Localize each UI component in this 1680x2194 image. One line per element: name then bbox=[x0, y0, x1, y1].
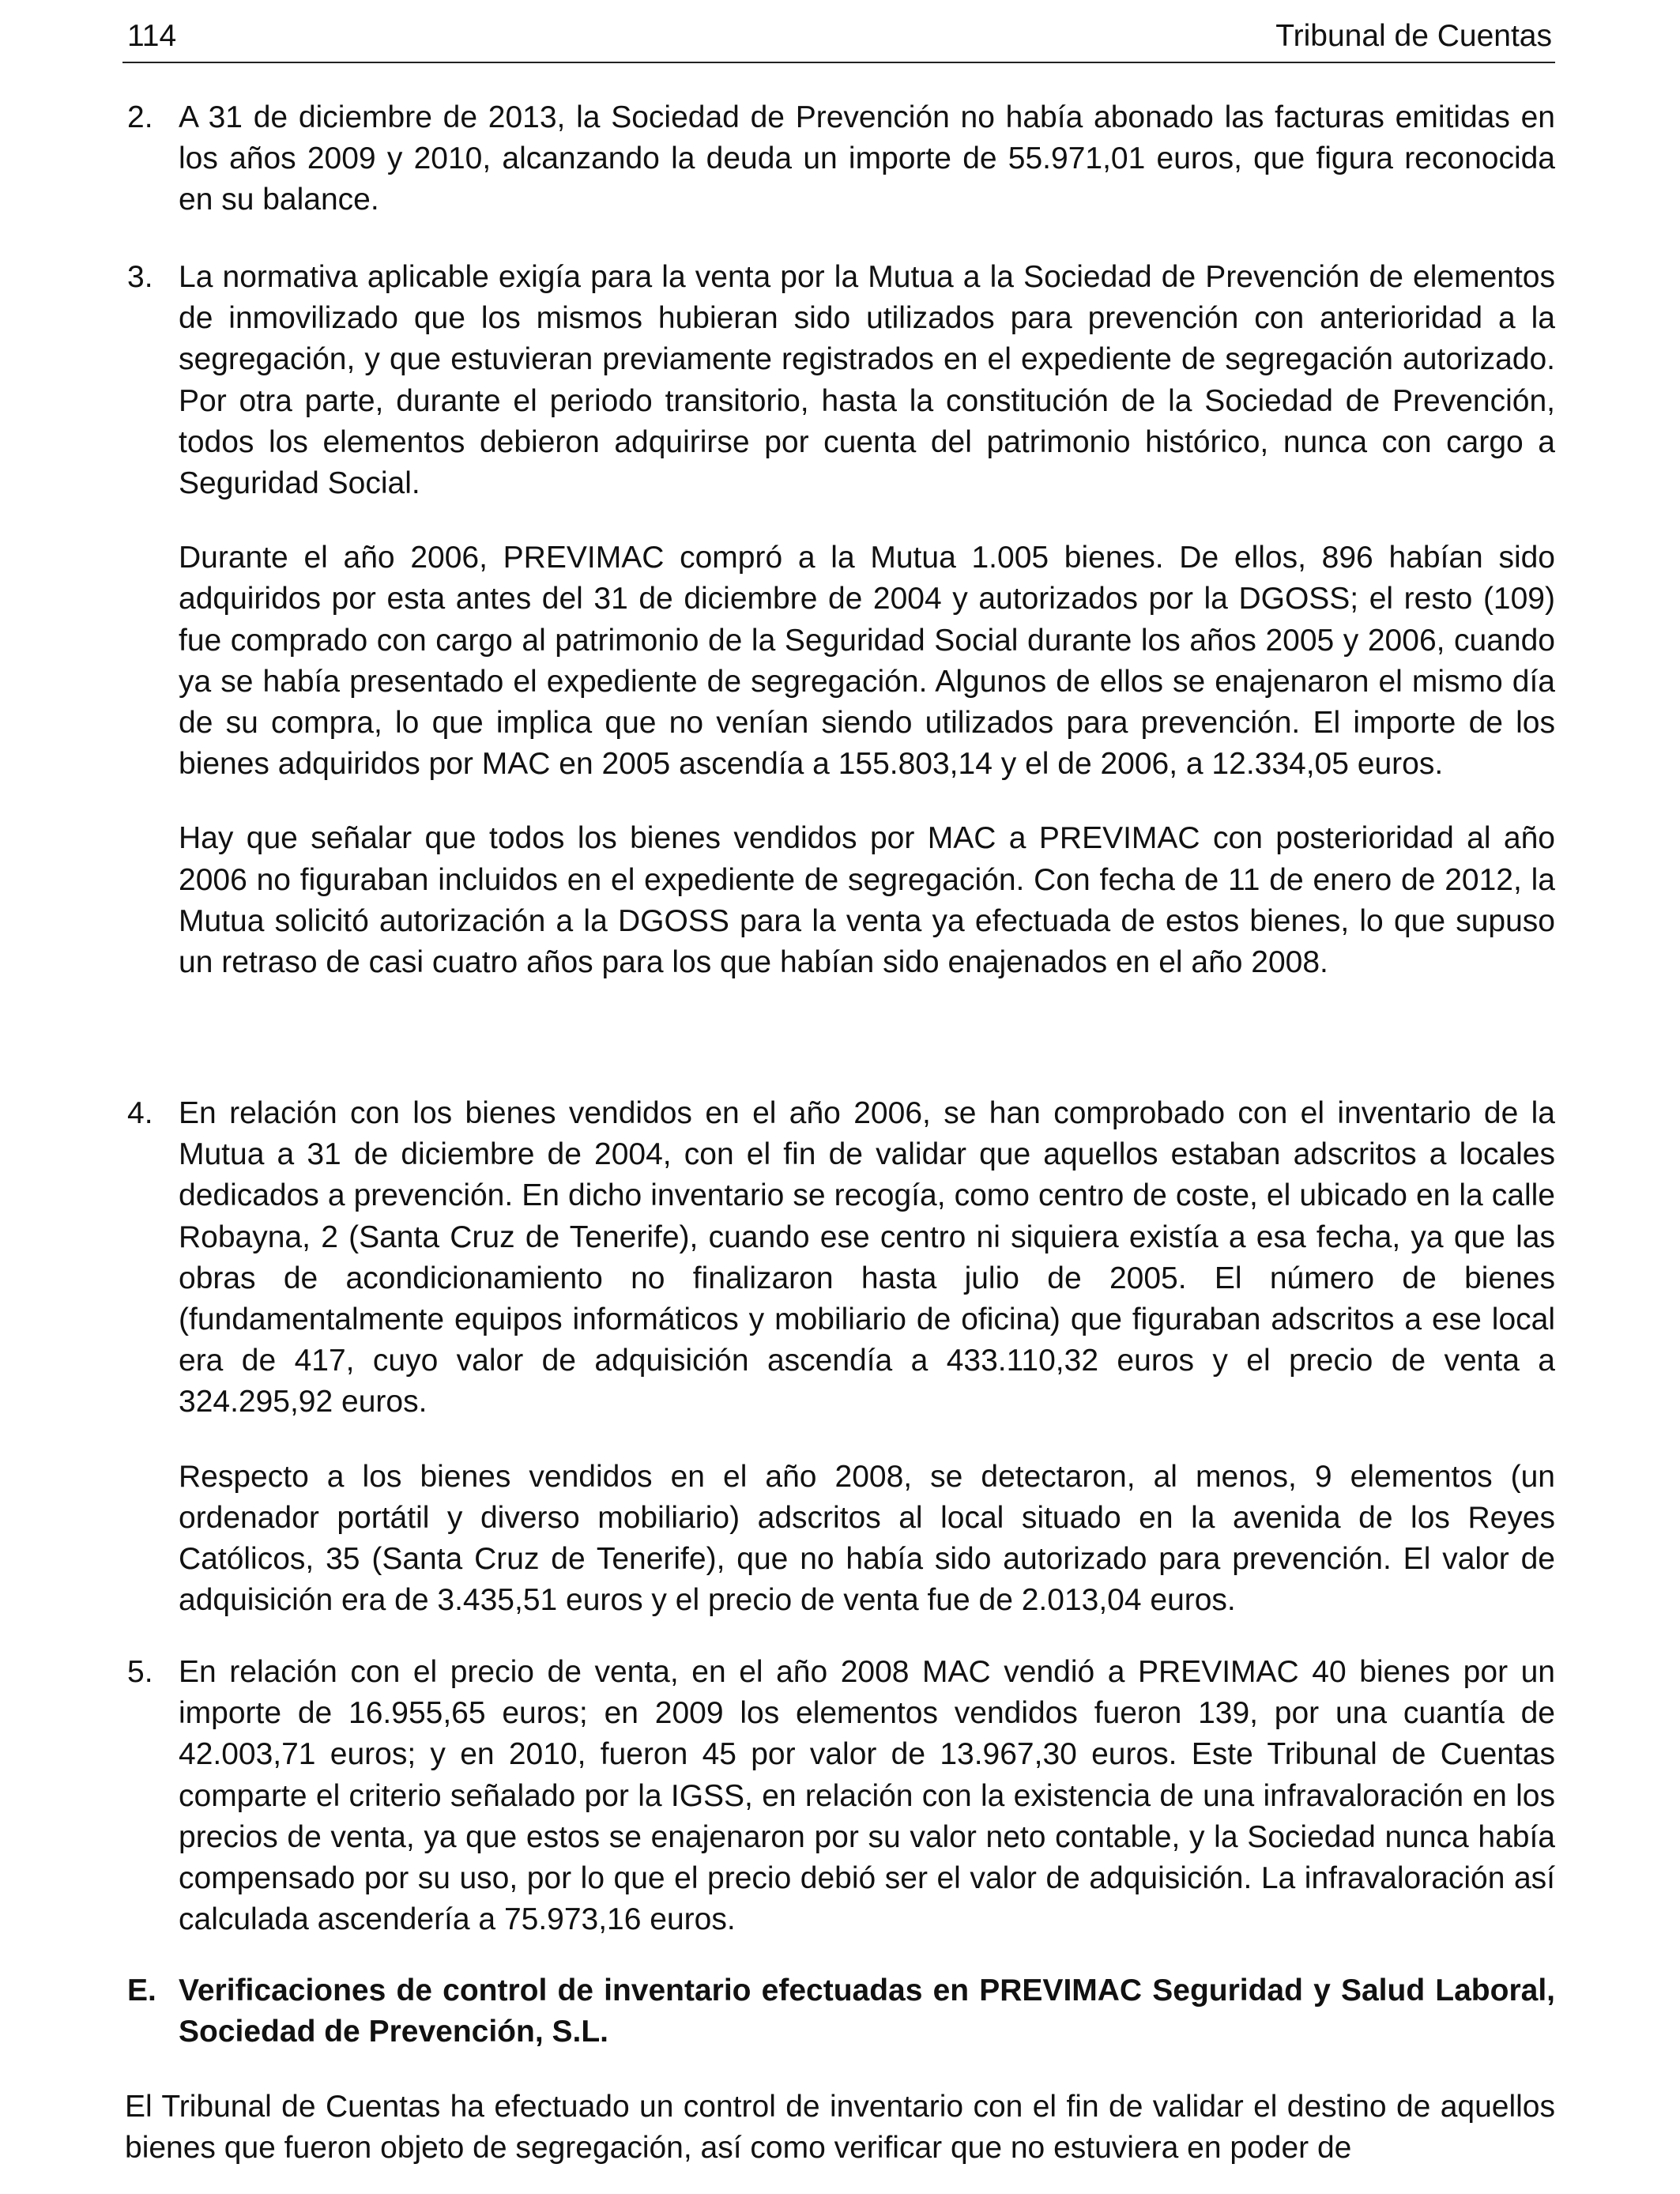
list-item-paragraph: En relación con los bienes vendidos en el año 2006, se han comprobado con el inventario de la Mutua a 31 de diciembre de 2004, con el fin de validar que aquellos estaban adscritos a locales dedicados a prevención. En dicho inventario se recogía, como centro de coste, el ubicado en la calle Robayna, 2 (Santa Cruz de Tenerife), cuando ese centro ni siquiera existía a esa fecha, ya que las obras de acondicionamiento no finalizaron hasta julio de 2005. El número de bienes (fundamentalmente equipos informáticos y mobiliario de oficina) que figuraban adscritos a ese local era de 417, cuyo valor de adquisición ascendía a 433.110,32 euros y el precio de venta a 324.295,92 euros. bbox=[179, 1096, 1555, 1419]
list-item-paragraph: La normativa aplicable exigía para la venta por la Mutua a la Sociedad de Prevención de elementos de inmovilizado que los mismos hubieran sido utilizados para prevención con anterioridad a la segregación, y que estuvieran previamente registrados en el expediente de segregación autorizado. Por otra parte, durante el periodo transitorio, hasta la constitución de la Sociedad de Prevención, todos los elementos debieron adquirirse por cuenta del patrimonio histórico, nunca con cargo a Seguridad Social. bbox=[179, 260, 1555, 501]
list-item-number: 5. bbox=[127, 1655, 153, 1689]
list-item-paragraph: En relación con el precio de venta, en el año 2008 MAC vendió a PREVIMAC 40 bienes por un importe de 16.955,65 euros; en 2009 los elementos vendidos fueron 139, por una cuantía de 42.003,71 euros; y en 2010, fueron 45 por valor de 13.967,30 euros. Este Tribunal de Cuentas comparte el criterio señalado por la IGSS, en relación con la existencia de una infravaloración en los precios de venta, ya que estos se enajenaron por su valor neto contable, y la Sociedad nunca había compensado por su uso, por lo que el precio debió ser el valor de adquisición. La infravaloración así calculada ascendería a 75.973,16 euros. bbox=[179, 1655, 1555, 1937]
list-item-paragraph: Hay que señalar que todos los bienes vendidos por MAC a PREVIMAC con posterioridad al año 2006 no figuraban incluidos en el expediente de segregación. Con fecha de 11 de enero de 2012, la Mutua solicitó autorización a la DGOSS para la venta ya efectuada de estos bienes, lo que supuso un retraso de casi cuatro años para los que habían sido enajenados en el año 2008. bbox=[179, 821, 1555, 980]
list-item-number: 4. bbox=[127, 1096, 153, 1130]
list-item-3 bbox=[122, 257, 1555, 983]
page-number: 114 bbox=[127, 19, 177, 53]
list-item-paragraph: Durante el año 2006, PREVIMAC compró a la Mutua 1.005 bienes. De ellos, 896 habían sido adquiridos por esta antes del 31 de diciembre de 2004 y autorizados por la DGOSS; el resto (109) fue comprado con cargo al patrimonio de la Seguridad Social durante los años 2005 y 2006, cuando ya se había presentado el expediente de segregación. Algunos de ellos se enajenaron el mismo día de su compra, lo que implica que no venían siendo utilizados para prevención. El importe de los bienes adquiridos por MAC en 2005 ascendía a 155.803,14 y el de 2006, a 12.334,05 euros. bbox=[179, 541, 1555, 782]
list-item-paragraph: Respecto a los bienes vendidos en el año 2008, se detectaron, al menos, 9 elementos (un ordenador portátil y diverso mobiliario) adscritos al local situado en la avenida de los Reyes Católicos, 35 (Santa Cruz de Tenerife), que no había sido autorizado para prevención. El valor de adquisición era de 3.435,51 euros y el precio de venta fue de 2.013,04 euros. bbox=[179, 1459, 1555, 1618]
page-header bbox=[122, 16, 1555, 63]
list-item-2 bbox=[122, 97, 1555, 221]
running-title: Tribunal de Cuentas bbox=[1275, 19, 1552, 53]
section-title: Verificaciones de control de inventario efectuadas en PREVIMAC Seguridad y Salud Laboral, Sociedad de Prevención, S.L. bbox=[179, 1973, 1555, 2049]
closing-paragraph: El Tribunal de Cuentas ha efectuado un control de inventario con el fin de validar el destino de aquellos bienes que fueron objeto de segregación, así como verificar que no estuviera en poder de bbox=[125, 2090, 1555, 2166]
list-item-paragraph: A 31 de diciembre de 2013, la Sociedad de Prevención no había abonado las facturas emitidas en los años 2009 y 2010, alcanzando la deuda un importe de 55.971,01 euros, que figura reconocida en su balance. bbox=[179, 100, 1555, 217]
section-heading bbox=[122, 1970, 1555, 2053]
section-letter: E. bbox=[127, 1973, 156, 2007]
list-item-5 bbox=[122, 1652, 1555, 1940]
list-item-4 bbox=[122, 1093, 1555, 1621]
list-item-number: 3. bbox=[127, 260, 153, 294]
list-item-number: 2. bbox=[127, 100, 153, 134]
